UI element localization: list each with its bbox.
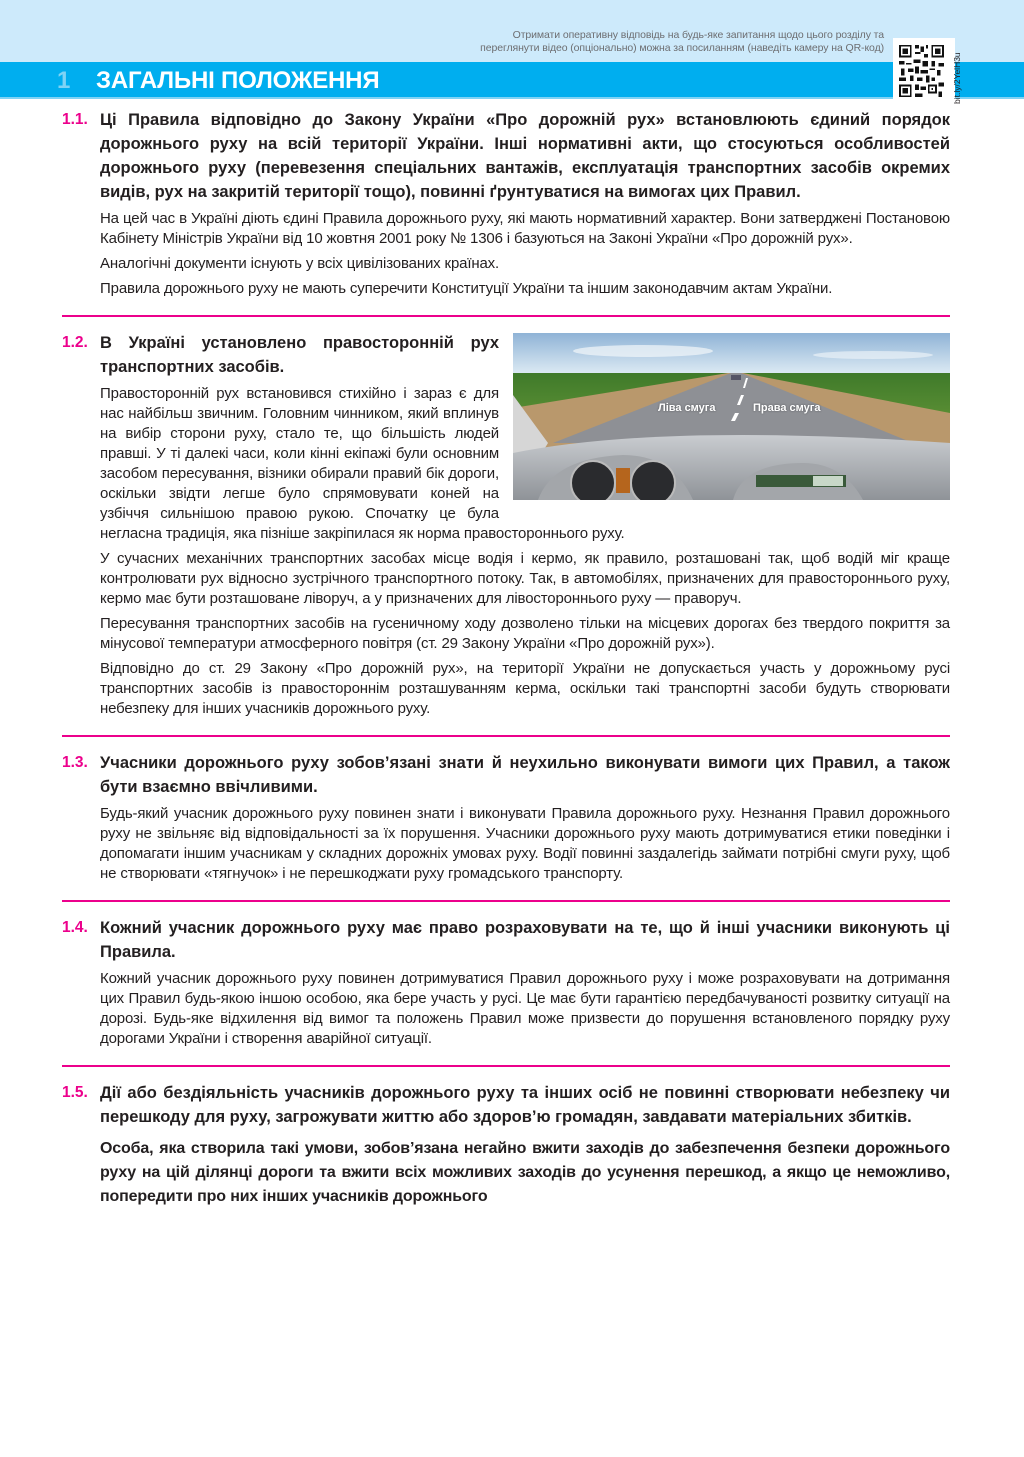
section-1-4 [62, 916, 950, 1049]
document-content [62, 108, 950, 1209]
section-heading [62, 916, 950, 964]
paragraph: Особа, яка створила такі умови, зобов’язана негайно вжити заходів до забезпечення безпеки дорожнього руху на цій ділянці дороги та вжити всіх можливих заходів до усунення перешкод, а якщо це неможливо, попередити про них інших учасників дорожнього [100, 1140, 950, 1205]
qr-instruction-note [184, 29, 884, 55]
section-heading-text: Ці Правила відповідно до Закону України «Про дорожній рух» встановлюють єдиний порядок дорожнього руху на всій території України. Інші нормативні акти, що стосуються особливостей дорожнього руху (перевезення спеціальних вантажів, експлуатація транспортних засобів окремих видів, рух на закритій території тощо), повинні ґрунтуватися на вимогах цих Правил. [100, 111, 950, 201]
paragraph: Правила дорожнього руху не мають суперечити Конституції України та іншим законодавчим актам України. [100, 280, 833, 297]
left-lane-label: Ліва смуга [658, 402, 716, 414]
section-1-2 [62, 331, 950, 719]
qr-short-url[interactable]: bit.ly/2YelH3u [952, 52, 962, 104]
qr-note-line-2: переглянути відео (опціонально) можна за посиланням (наведіть камеру на QR-код) [480, 42, 884, 54]
chapter-number: 1 [57, 67, 71, 94]
chapter-title: ЗАГАЛЬНІ ПОЛОЖЕННЯ [96, 67, 380, 94]
section-heading-text: Кожний учасник дорожнього руху має право розраховувати на те, що й інші учасники виконують ці Правила. [100, 919, 950, 961]
section-divider [62, 1065, 950, 1067]
section-divider [62, 900, 950, 902]
paragraph: На цей час в Україні діють єдині Правила дорожнього руху, які мають нормативний характер. Вони затверджені Постановою Кабінету Міністрів України від 10 жовтня 2001 року № 1306 і базуються на Законі України «Про дорожній рух». [100, 210, 950, 247]
section-heading [62, 1081, 950, 1129]
section-number: 1.2. [62, 334, 88, 351]
paragraph: Відповідно до ст. 29 Закону «Про дорожній рух», на території України не допускається участь у дорожньому русі транспортних засобів із правостороннім розташуванням керма, оскільки такі транспортні засоби будуть створювати небезпеку для інших учасників дорожнього руху. [100, 660, 950, 717]
section-heading-text: В Україні установлено правосторонній рух транспортних засобів. [100, 334, 499, 376]
section-number: 1.5. [62, 1084, 88, 1101]
paragraph: Правосторонній рух встановився стихійно і зараз є для нас найбільш звичним. Головним чинником, який вплинув на вибір сторони руху, стало те, що більшість людей правші. У ті далекі часи, коли кінні екіпажі були основним засобом пересування, візники обирали правий бік дороги, оскільки звідти легше було спрямовувати коней на узбіччя сильнішою правою рукою. Спочатку це була негласна традиція, яка пізніше закріпилася як норма правостороннього руху. [100, 385, 625, 542]
paragraph: Будь-який учасник дорожнього руху повинен знати і виконувати Правила дорожнього руху. Незнання Правил дорожнього руху не звільняє від відповідальності за їх порушення. Учасники дорожнього руху мають дотримуватися етики поведінки і допомагати іншим учасникам у складних дорожніх умовах руху. Водії повинні заздалегідь займати потрібні смуги руху, щоб не створювати «тягнучок» і не перешкоджати руху громадського транспорту. [100, 805, 950, 882]
section-heading [62, 751, 950, 799]
section-1-5 [62, 1081, 950, 1209]
right-lane-label: Права смуга [753, 402, 821, 414]
paragraph: Пересування транспортних засобів на гусеничному ходу дозволено тільки на місцевих дорогах без твердого покриття за мінусової температури атмосферного повітря (ст. 29 Закону України «Про дорожній рух»). [100, 615, 950, 652]
section-divider [62, 315, 950, 317]
section-number: 1.3. [62, 754, 88, 771]
paragraph: Аналогічні документи існують у всіх цивілізованих країнах. [100, 255, 500, 272]
section-heading [62, 331, 950, 379]
section-divider [62, 735, 950, 737]
paragraph: Кожний учасник дорожнього руху повинен дотримуватися Правил дорожнього руху і може розраховувати на дотримання цих Правил будь-якою іншою особою, яка бере участь у русі. Це має бути гарантією передбачуваності розвитку ситуації на дорозі. Будь-яке відхилення від вимог та положень Правил може призвести до порушення встановленого порядку руху дорогами України і створення аварійної ситуації. [100, 970, 950, 1047]
paragraph: У сучасних механічних транспортних засобах місце водія і кермо, як правило, розташовані так, щоб водій міг краще контролювати рух відносно зустрічного транспортного потоку. Так, в автомобілях, призначених для правостороннього руху, кермо має бути розташоване ліворуч, а у призначених для лівостороннього руху — праворуч. [100, 550, 950, 607]
section-heading-text: Учасники дорожнього руху зобов’язані знати й неухильно виконувати вимоги цих Правил, а також бути взаємно ввічливими. [100, 754, 950, 796]
qr-code-icon [899, 44, 944, 98]
qr-code-box[interactable] [893, 38, 955, 104]
section-heading-text: Дії або бездіяльність учасників дорожнього руху та інших осіб не повинні створювати небезпеку чи перешкоду для руху, загрожувати життю або здоров’ю громадян, завдавати матеріальних збитків. [100, 1084, 950, 1126]
section-1-3 [62, 751, 950, 884]
section-heading [62, 108, 950, 204]
qr-note-line-1: Отримати оперативну відповідь на будь-яке запитання щодо цього розділу та [512, 29, 884, 41]
section-1-1 [62, 108, 950, 299]
section-number: 1.4. [62, 919, 88, 936]
section-number: 1.1. [62, 111, 88, 128]
